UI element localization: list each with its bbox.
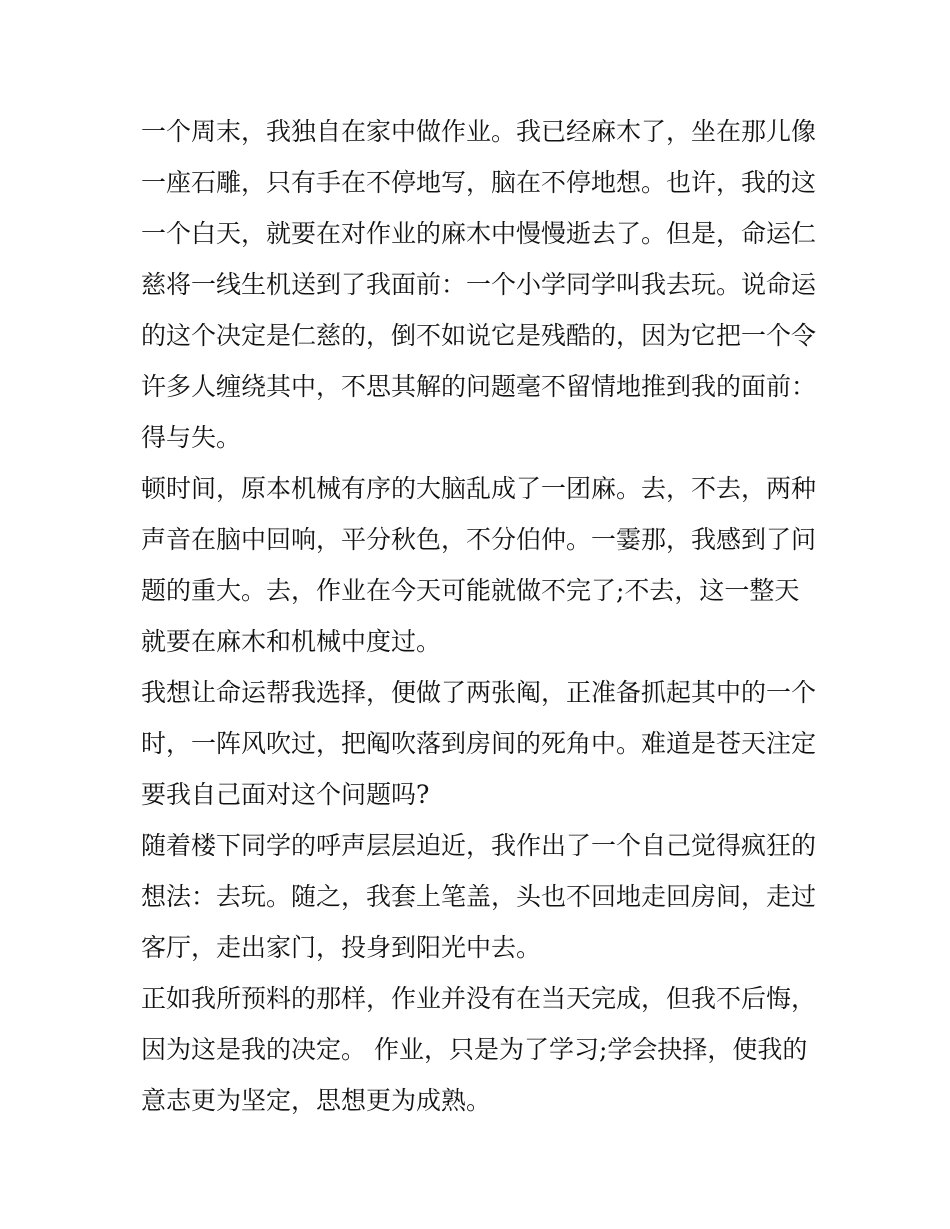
paragraph-2 [141, 463, 817, 667]
text-line: 正如我所预料的那样，作业并没有在当天完成，但我不后悔， [141, 984, 817, 1013]
text-line: 时，一阵风吹过，把阄吹落到房间的死角中。难道是苍天注定 [141, 729, 817, 758]
text-line: 我想让命运帮我选择，便做了两张阄，正准备抓起其中的一个 [141, 678, 817, 707]
text-line: 顿时间，原本机械有序的大脑乱成了一团麻。去，不去，两种 [141, 474, 817, 503]
paragraph-3 [141, 667, 817, 820]
paragraph-4 [141, 820, 817, 973]
paragraph-1 [141, 106, 817, 463]
document-body [141, 106, 817, 1126]
text-line: 一座石雕，只有手在不停地写，脑在不停地想。也许，我的这 [141, 168, 817, 197]
text-line: 就要在麻木和机械中度过。 [141, 627, 442, 656]
text-line: 声音在脑中回响，平分秋色，不分伯仲。一霎那，我感到了问 [141, 525, 817, 554]
text-line: 许多人缠绕其中，不思其解的问题毫不留情地推到我的面前： [141, 372, 817, 401]
text-line: 一个周末，我独自在家中做作业。我已经麻木了，坐在那儿像 [141, 117, 817, 146]
text-line: 一个白天，就要在对作业的麻木中慢慢逝去了。但是，命运仁 [141, 219, 817, 248]
text-line: 随着楼下同学的呼声层层迫近，我作出了一个自己觉得疯狂的 [141, 831, 817, 860]
text-line: 意志更为坚定，思想更为成熟。 [141, 1086, 492, 1115]
text-line: 想法：去玩。随之，我套上笔盖，头也不回地走回房间，走过 [141, 882, 817, 911]
text-line: 因为这是我的决定。 作业，只是为了学习;学会抉择，使我的 [141, 1035, 808, 1064]
text-line: 得与失。 [141, 423, 242, 452]
text-line: 要我自己面对这个问题吗? [141, 780, 430, 809]
text-line: 的这个决定是仁慈的，倒不如说它是残酷的，因为它把一个令 [141, 321, 817, 350]
text-line: 客厅，走出家门，投身到阳光中去。 [141, 933, 542, 962]
text-line: 题的重大。去，作业在今天可能就做不完了;不去，这一整天 [141, 576, 800, 605]
paragraph-5 [141, 973, 817, 1126]
text-line: 慈将一线生机送到了我面前：一个小学同学叫我去玩。说命运 [141, 270, 817, 299]
